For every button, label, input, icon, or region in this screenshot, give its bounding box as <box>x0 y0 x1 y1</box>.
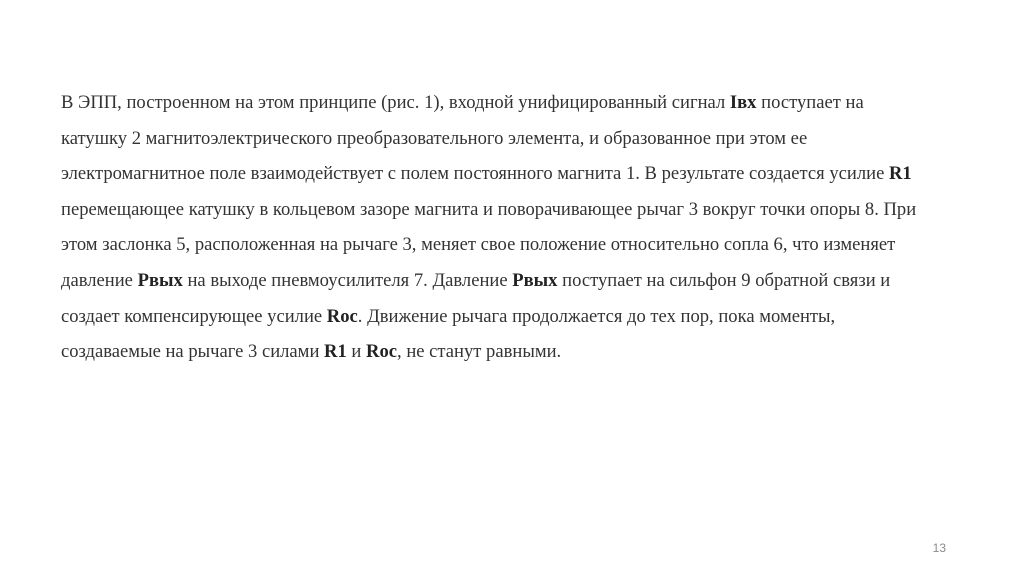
text-segment: на выходе пневмоусилителя 7. Давление <box>182 269 513 291</box>
text-segment: перемещающее катушку в кольцевом зазоре магнита и поворачивающее рычаг 3 вокруг точки опоры 8. При <box>61 198 917 220</box>
bold-term: Rос <box>366 341 398 363</box>
bold-term: R1 <box>888 163 912 185</box>
text-segment: поступает на <box>756 92 864 113</box>
text-line <box>61 192 961 228</box>
text-segment: и <box>346 341 367 363</box>
text-segment: создаваемые на рычаге 3 силами <box>61 341 325 363</box>
bold-term: Рвых <box>512 269 558 291</box>
text-segment: поступает на сильфон 9 обратной связи и <box>557 269 891 291</box>
text-segment: . Движение рычага продолжается до тех пор, пока моменты, <box>357 305 836 327</box>
bold-term: Iвх <box>729 92 757 113</box>
page-number: 13 <box>932 541 946 555</box>
text-segment: создает компенсирующее усилие <box>61 305 327 327</box>
bold-term: Rос <box>326 305 358 327</box>
text-segment: электромагнитное поле взаимодействует с полем постоянного магнита 1. В результате создается усилие <box>61 163 889 185</box>
text-line <box>61 156 961 192</box>
text-segment: , не станут равными. <box>397 341 562 363</box>
text-segment: этом заслонка 5, расположенная на рычаге 3, меняет свое положение относительно сопла 6, что изменяет <box>61 234 896 256</box>
bold-term: Рвых <box>137 269 183 291</box>
text-segment: давление <box>61 269 138 291</box>
text-line <box>61 85 961 121</box>
text-line <box>61 121 961 157</box>
bold-term: R1 <box>324 341 347 363</box>
text-line <box>61 299 961 335</box>
body-paragraph <box>61 85 961 370</box>
text-segment: В ЭПП, построенном на этом принципе (рис. 1), входной унифицированный сигнал <box>61 92 730 113</box>
text-line <box>61 263 961 299</box>
text-line <box>61 227 961 263</box>
text-segment: катушку 2 магнитоэлектрического преобразовательного элемента, и образованное при этом ее <box>61 127 808 149</box>
text-line <box>61 334 961 370</box>
